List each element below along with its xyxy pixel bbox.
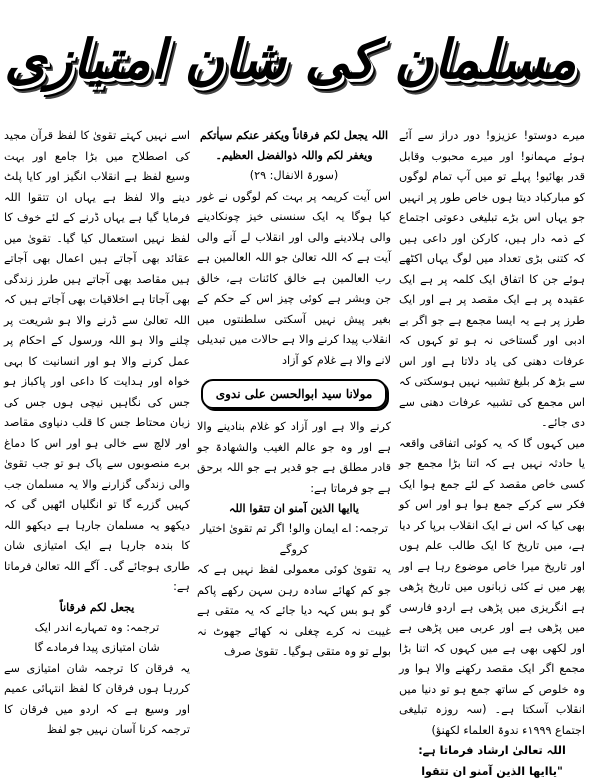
translation: ترجمہ: اے ایمان والو! اگر تم تقویٰ اختیار کروگے <box>197 519 391 560</box>
author-byline: مولانا سید ابوالحسن علی ندوی <box>201 379 387 409</box>
translation: ترجمہ: وہ تمہارے اندر ایک <box>4 618 190 639</box>
paragraph: یہ فرقان کا ترجمہ شان امتیازی سے کررہا ہوں فرقان کا لفظ انتہائی عمیم اور وسیع ہے کہ اردو میں فرقان کا ترجمہ کرنا آسان نہیں جو لفظ <box>4 659 190 741</box>
paragraph: اسے نہیں کہتے تقویٰ کا لفظ قرآن مجید کی اصطلاح میں بڑا جامع اور بہت وسیع لفظ ہے انقلاب انگیز اور کایا پلٹ دینے والا لفظ ہے یہاں ان تتقوا اللہ فرمایا گیا ہے یہاں ڈرنے کے لئے خوف کا لفظ نہیں استعمال کیا گیا۔ تقویٰ میں عقائد بھی آجاتے ہیں اعمال بھی آجاتے ہیں مقاصد بھی آجاتے ہیں طرز زندگی بھی آجاتا ہے اخلاقیات بھی آجاتے ہیں کہ اللہ تعالیٰ سے ڈرنے والا ہو شریعت پر چلنے والا ہو اللہ ورسول کے احکام پر عمل کرنے والا ہو اور انسانیت کا بہی خواہ اور ہدایت کا داعی اور پاکباز ہو جس کی نگاہیں نیچی ہوں جس کی زبان محتاط جس کا قلب دنیاوی مقاصد اور لالچ سے خالی ہو اور اس کا دماغ برے منصوبوں سے پاک ہو تو جب تقویٰ والی زندگی گزارنے والا یہ مسلمان جب کہیں گزرے گا تو انگلیاں اٹھیں گی کہ دیکھو یہ مسلمان جارہا ہے دیکھو اللہ کا بندہ جارہا ہے ایک امتیازی شان طاری ہوجائے گی۔ آگے اللہ تعالیٰ فرماتا ہے: <box>4 126 190 598</box>
paragraph: کرنے والا ہے اور آزاد کو غلام بنادینے والا ہے اور وہ جو عالم الغیب والشھادۃ جو قادر مطلق ہے جو قدیر ہے جو اللہ برحق ہے جو فرماتا ہے: <box>197 417 391 499</box>
paragraph: میرے دوستو! عزیزو! دور دراز سے آئے ہوئے مہمانو! اور میرے محبوب وقابل قدر بھائیو! پہلے تو میں آپ تمام لوگوں کو مبارکباد دیتا ہوں خاص طور پر انہیں جو یہاں اس بڑے تبلیغی دعوتی اجتماع کے ذمہ دار ہیں، کارکن اور داعی ہیں کہ کتنی بڑی تعداد میں لوگ یہاں اکٹھے ہوئے جن کا اتفاق ایک کلمہ پر ہے ایک عقیدہ پر ہے ایک مقصد پر ہے اور ایک طرز پر ہے یہ ایسا مجمع ہے جو اگر بے ادبی اور گستاخی نہ ہو تو کہوں کہ عرفات دھنی کی یاد دلاتا ہے اور اس سے بڑھ کر بلیغ تشبیہ نہیں ہوسکتی کہ اس مجمع کی تشبیہ عرفات دھنی سے دی جائے۔ <box>399 126 585 434</box>
heading-banner <box>0 0 590 118</box>
article-title: مسلمان کی شان امتیازی <box>1 27 589 91</box>
paragraph: یہ تقویٰ کوئی معمولی لفظ نہیں ہے کہ جو کم کھائے سادہ رہن سہن رکھے پاکم گو ہو بس کہہ دیا جائے کہ یہ متقی ہے غیبت نہ کرے چغلی نہ کھائے جھوٹ نہ بولے تو وہ متقی ہوگیا۔ تقویٰ صرف <box>197 560 391 663</box>
verse-reference: (سورۃ الانفال: ۲۹) <box>197 166 391 187</box>
quran-verse: یجعل لکم فرقاناً <box>4 598 190 618</box>
quran-verse: یاایھا الذین آمنو ان تتقوا اللہ <box>197 499 391 519</box>
quran-verse: "یاایھا الذین آمنو ان تتقوا <box>399 762 585 782</box>
paragraph: اللہ تعالیٰ ارشاد فرماتا ہے: <box>399 741 585 762</box>
column-middle <box>197 126 391 756</box>
quran-verse: اللہ یجعل لکم فرقاناً ویکفر عنکم سیاٰتکم ویغفر لکم واللہ ذوالفضل العظیم۔ <box>197 126 391 166</box>
paragraph: اس آیت کریمہ پر بہت کم لوگوں نے غور کیا ہوگا یہ ایک سنسنی خیز چونکادینے والی ہلادینے والی اور انقلاب لے آنے والی آیت ہے کہ اللہ تعالیٰ جو اللہ العالمین ہے رب العالمین ہے خالق کائنات ہے، خالق جن وبشر ہے کوئی چیز اس کے حکم کے بغیر پیش نہیں آسکتی سلطنتوں میں انقلاب پیدا کرنے والا ہے حالات میں تبدیلی لانے والا ہے غلام کو آزاد <box>197 187 391 372</box>
column-left <box>4 126 190 756</box>
translation: شان امتیازی پیدا فرمادے گا <box>4 638 190 659</box>
paragraph: میں کہوں گا کہ یہ کوئی اتفاقی واقعہ یا حادثہ نہیں ہے کہ اتنا بڑا مجمع جو کسی خاص مقصد کے لئے جمع ہوا ایک فکر سے کرکے جمع ہوا ہو اور اس کو بھی کیا کہ اس نے ایک انقلاب برپا کر دیا ہے، میں تاریخ کا ایک طالب علم ہوں اور تاریخ میرا خاص موضوع رہا ہے اور پھر میں نے کئی زبانوں میں تاریخ پڑھی ہے انگریزی میں پڑھی ہے اردو فارسی میں پڑھی ہے اور عربی میں پڑھی ہے اور لکھی بھی ہے میں کہوں کہ اتنا بڑا مجمع اگر ایک مقصد رکھنے والا ہوا ور وہ خلوص کے ساتھ جمع ہو تو دنیا میں انقلاب آسکتا ہے۔ (سہ روزہ تبلیغی اجتماع ۱۹۹۹ء ندوۃ العلماء لکھنؤ) <box>399 434 585 742</box>
column-right <box>399 126 585 756</box>
